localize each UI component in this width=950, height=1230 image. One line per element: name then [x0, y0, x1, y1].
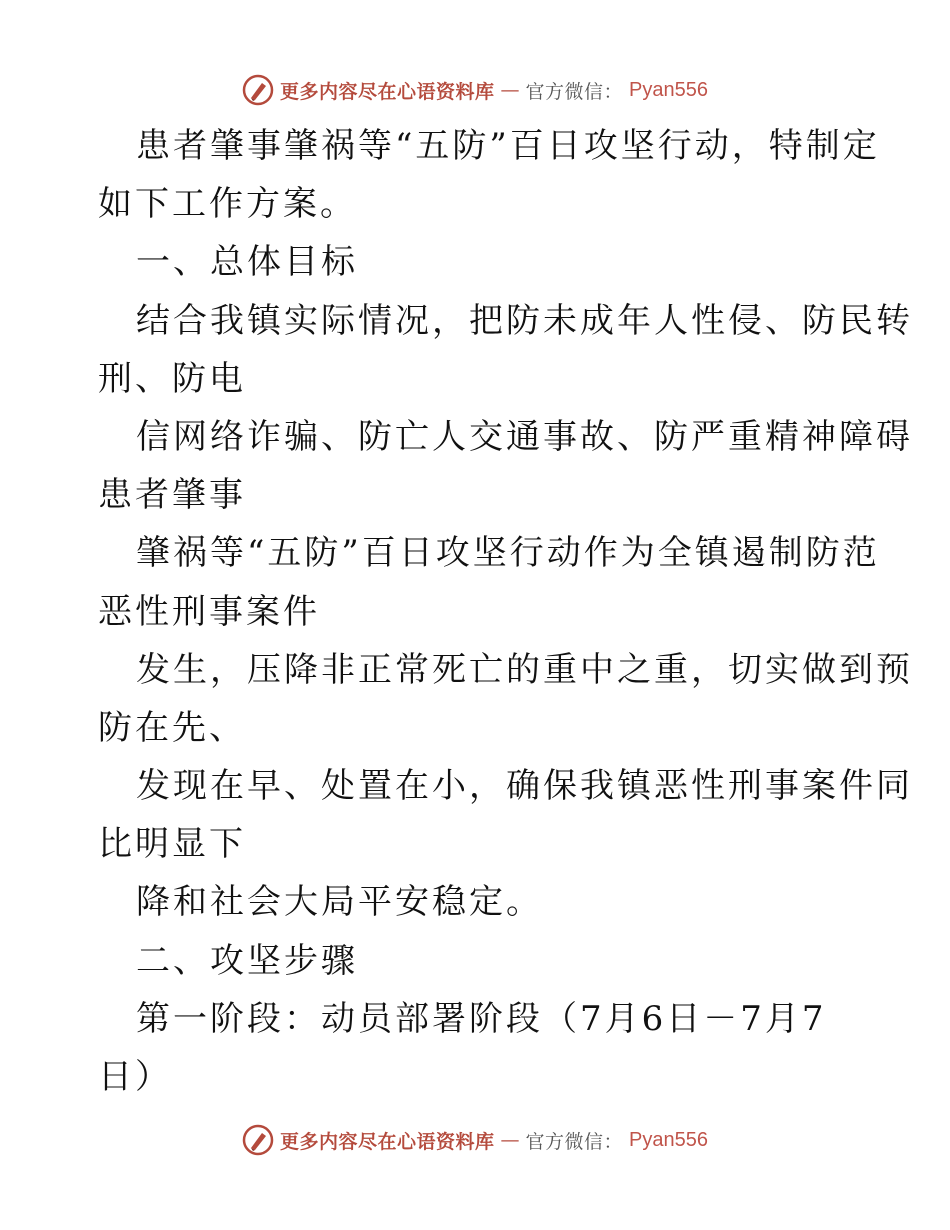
watermark-official-text: 官方微信：: [525, 1130, 624, 1153]
text-line: 降和社会大局平安稳定。: [136, 882, 543, 923]
watermark-wechat-id: Pyan556: [629, 1128, 708, 1151]
text-line: 日）: [98, 1057, 172, 1097]
document-body: [98, 117, 913, 1106]
watermark-main-text: 更多内容尽在心语资料库: [280, 80, 495, 103]
watermark-main-text: 更多内容尽在心语资料库: [280, 1130, 495, 1153]
text-line: 患者肇事肇祸等“五防”百日攻坚行动，特制定: [136, 126, 880, 166]
pen-logo-icon: [242, 74, 274, 106]
watermark-official-text: 官方微信：: [525, 80, 624, 103]
watermark-header: [0, 72, 950, 108]
watermark-footer: [0, 1122, 950, 1158]
section-heading: 二、攻坚步骤: [136, 940, 358, 981]
text-line: 发生，压降非正常死亡的重中之重，切实做到预: [136, 649, 913, 690]
section-heading: 一、总体目标: [136, 242, 358, 283]
watermark-dash: —: [500, 1129, 520, 1151]
text-line: 恶性刑事案件: [98, 591, 320, 632]
text-line: 发现在早、处置在小，确保我镇恶性刑事案件同: [136, 766, 913, 807]
text-line: 刑、防电: [98, 358, 246, 399]
text-line: 防在先、: [98, 707, 246, 748]
text-line: 第一阶段：动员部署阶段（7月6日－7月7: [136, 998, 827, 1039]
watermark-wechat-id: Pyan556: [629, 78, 708, 101]
text-line: 肇祸等“五防”百日攻坚行动作为全镇遏制防范: [136, 533, 880, 574]
watermark-dash: —: [500, 79, 520, 101]
text-line: 信网络诈骗、防亡人交通事故、防严重精神障碍: [136, 416, 913, 457]
text-line: 患者肇事: [98, 475, 246, 516]
text-line: 如下工作方案。: [98, 184, 357, 225]
text-line: 比明显下: [98, 824, 246, 865]
pen-logo-icon: [242, 1124, 274, 1156]
text-line: 结合我镇实际情况，把防未成年人性侵、防民转: [136, 300, 913, 341]
